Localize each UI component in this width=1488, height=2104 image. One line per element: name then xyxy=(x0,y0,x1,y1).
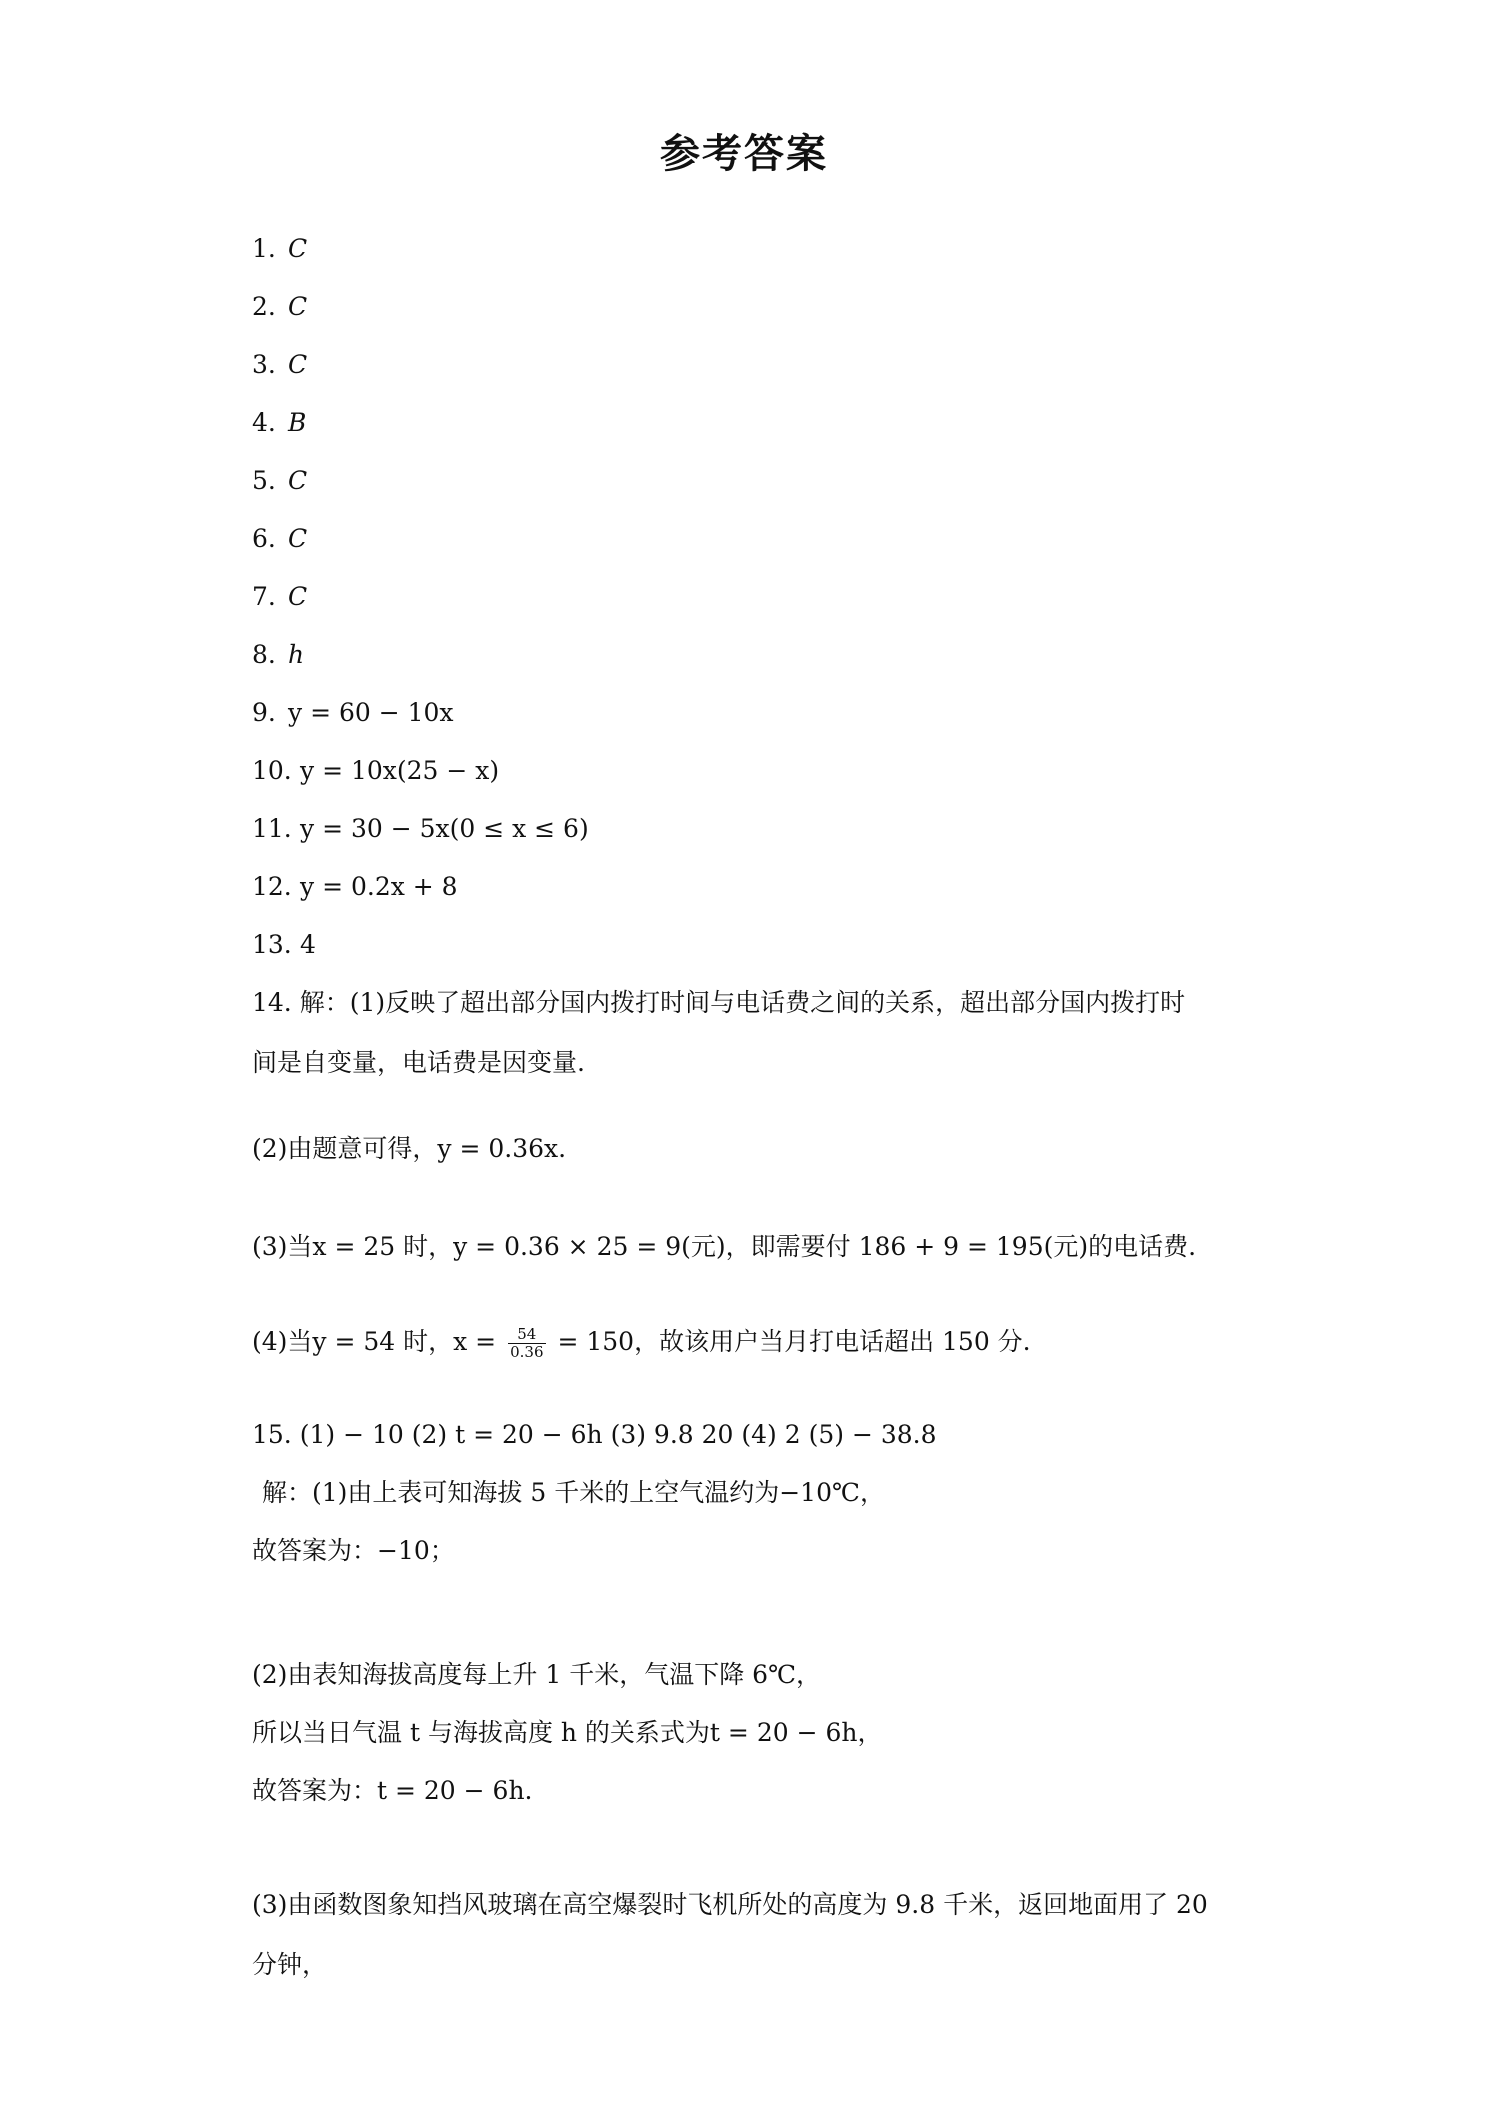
answer-value: h xyxy=(288,640,305,669)
q15-solution-7: 分钟， xyxy=(252,1950,328,1979)
answer-8 xyxy=(252,640,304,670)
answer-number: 9. xyxy=(252,698,276,727)
answer-13 xyxy=(252,930,316,960)
q14-line-2: 间是自变量，电话费是因变量. xyxy=(252,1048,585,1077)
q14-part-4 xyxy=(252,1326,1031,1361)
answer-5 xyxy=(252,466,307,496)
q15-solution-3: (2)由表知海拔高度每上升 1 千米，气温下降 6℃， xyxy=(252,1660,822,1689)
answer-value: C xyxy=(288,234,308,263)
answer-value: B xyxy=(288,408,307,437)
answer-number: 7. xyxy=(252,582,276,611)
answer-value: y = 0.2x + 8 xyxy=(300,872,458,901)
answer-number: 11. xyxy=(252,814,292,843)
answer-number: 2. xyxy=(252,292,276,321)
fraction-numerator: 54 xyxy=(508,1326,545,1344)
answer-1 xyxy=(252,234,307,264)
answer-number: 1. xyxy=(252,234,276,263)
answer-value: C xyxy=(288,466,308,495)
answer-number: 4. xyxy=(252,408,276,437)
q14-part-2: (2)由题意可得，y = 0.36x. xyxy=(252,1134,567,1163)
answer-number: 5. xyxy=(252,466,276,495)
fraction xyxy=(508,1326,545,1361)
answer-number: 6. xyxy=(252,524,276,553)
answer-value: y = 60 − 10x xyxy=(288,698,454,727)
q15-solution-5: 故答案为：t = 20 − 6h. xyxy=(252,1776,533,1805)
q14-part-3: (3)当x = 25 时，y = 0.36 × 25 = 9(元)，即需要付 186 + 9 = 195(元)的电话费. xyxy=(252,1232,1197,1261)
answer-value: C xyxy=(288,350,308,379)
answer-value: 4 xyxy=(300,930,316,959)
q14-part-4-post: = 150，故该用户当月打电话超出 150 分. xyxy=(557,1327,1031,1356)
answer-value: y = 10x(25 − x) xyxy=(300,756,500,785)
page-title: 参考答案 xyxy=(660,130,828,177)
answer-11 xyxy=(252,814,589,844)
q14-line-1: 14. 解：(1)反映了超出部分国内拨打时间与电话费之间的关系，超出部分国内拨打时 xyxy=(252,988,1186,1017)
answer-value: C xyxy=(288,524,308,553)
answer-number: 10. xyxy=(252,756,292,785)
answer-4 xyxy=(252,408,306,438)
answer-12 xyxy=(252,872,458,902)
answer-3 xyxy=(252,350,307,380)
fraction-denominator: 0.36 xyxy=(510,1343,544,1361)
answer-number: 8. xyxy=(252,640,276,669)
answer-10 xyxy=(252,756,499,786)
answer-7 xyxy=(252,582,307,612)
q15-header: 15. (1) − 10 (2) t = 20 − 6h (3) 9.8 20 (4) 2 (5) − 38.8 xyxy=(252,1420,937,1449)
answer-number: 12. xyxy=(252,872,292,901)
answer-value: y = 30 − 5x(0 ≤ x ≤ 6) xyxy=(300,814,589,843)
q15-solution-6: (3)由函数图象知挡风玻璃在高空爆裂时飞机所处的高度为 9.8 千米，返回地面用了 20 xyxy=(252,1890,1208,1919)
answer-value: C xyxy=(288,582,308,611)
q15-solution-1: 解：(1)由上表可知海拔 5 千米的上空气温约为−10℃， xyxy=(262,1478,885,1507)
answer-value: C xyxy=(288,292,308,321)
q15-solution-2: 故答案为：−10； xyxy=(252,1536,455,1565)
answer-2 xyxy=(252,292,307,322)
answer-6 xyxy=(252,524,307,554)
answer-number: 13. xyxy=(252,930,292,959)
q14-part-4-pre: (4)当y = 54 时，x = xyxy=(252,1327,497,1356)
answer-number: 3. xyxy=(252,350,276,379)
answer-9 xyxy=(252,698,454,728)
q15-solution-4: 所以当日气温 t 与海拔高度 h 的关系式为t = 20 − 6h， xyxy=(252,1718,883,1747)
